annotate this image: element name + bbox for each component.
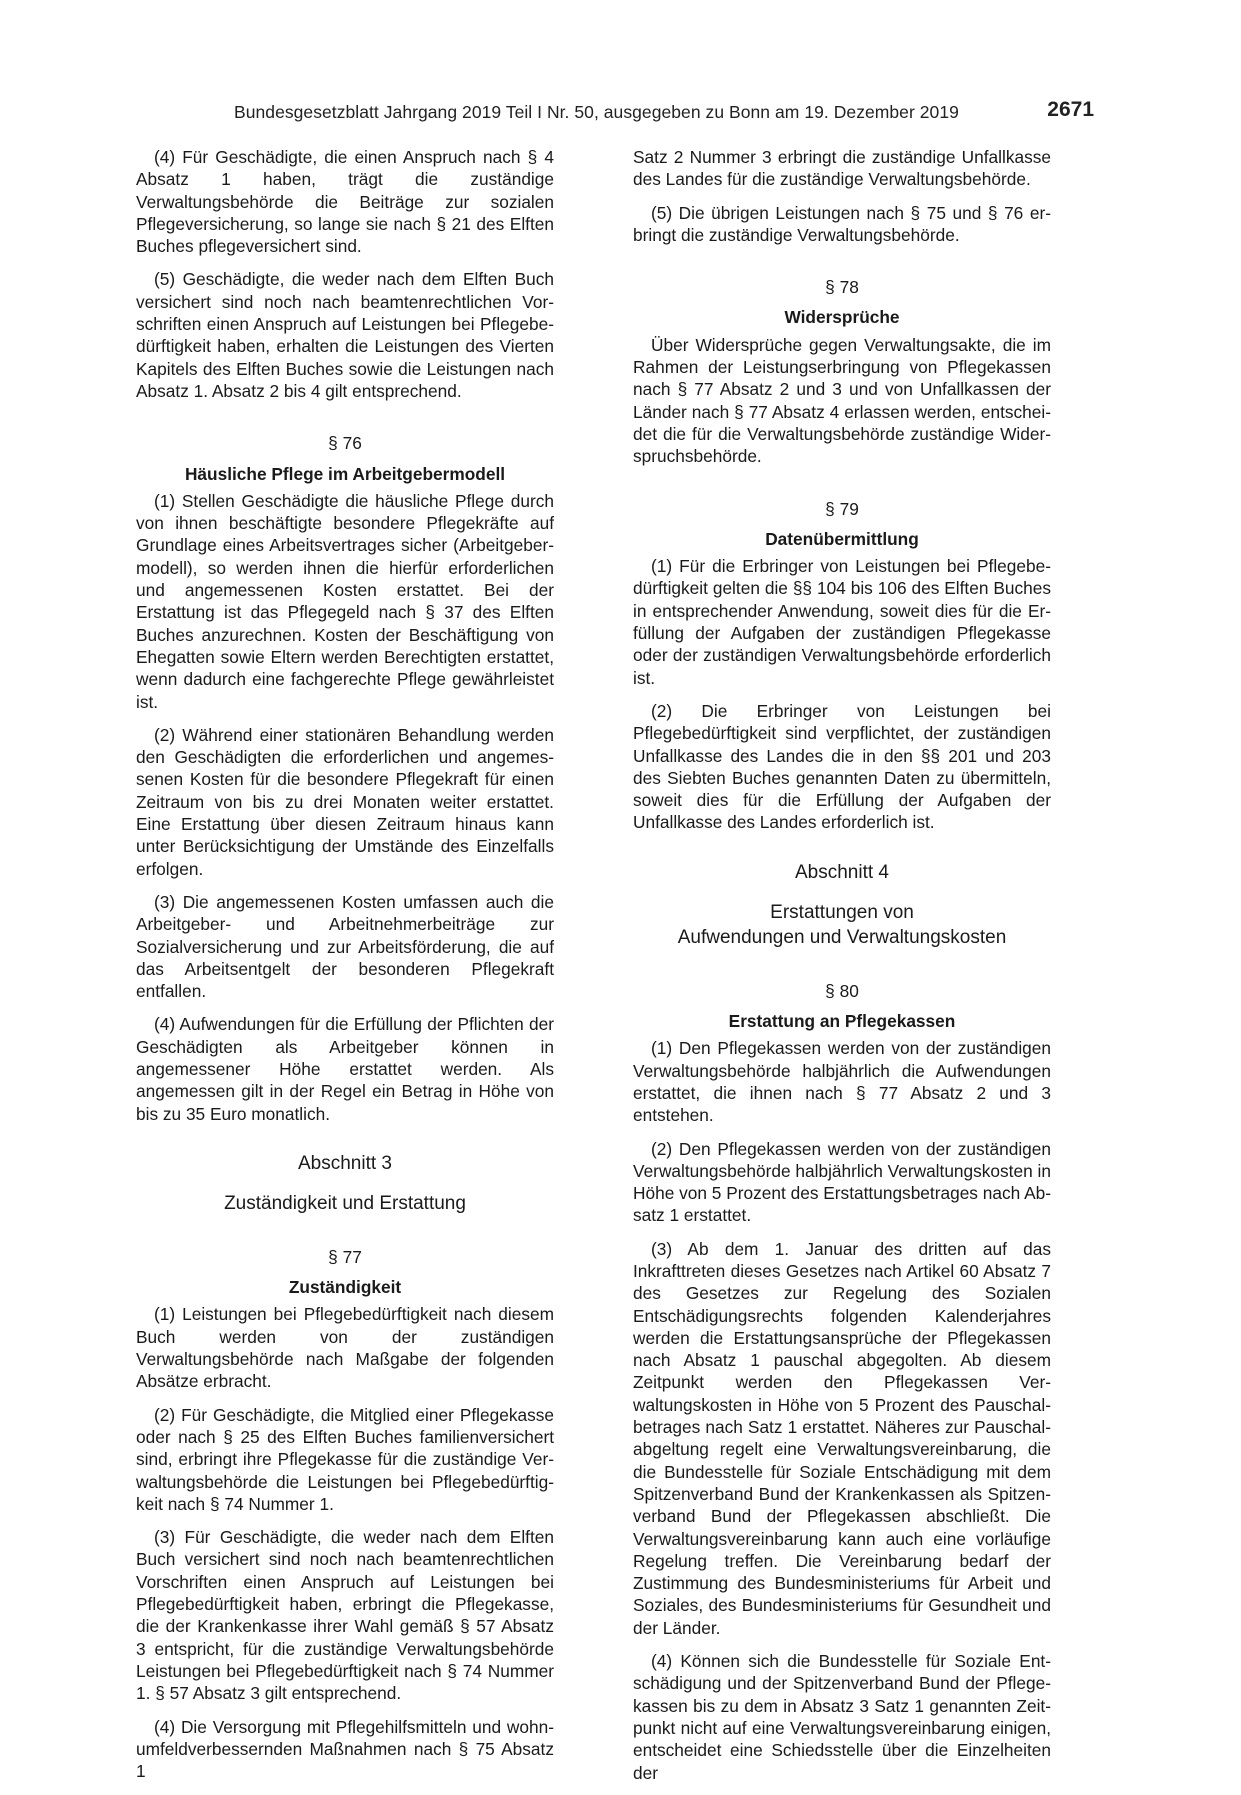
left-column — [136, 146, 554, 1793]
section-77-title: Zuständigkeit — [288, 1277, 402, 1298]
paragraph-75-5: (5) Geschädigte, die weder nach dem Elften Buch versichert sind noch nach beamtenrechtlichen Vorschriften einen Anspruch auf Leistungen bei Pflegebedürftigkeit haben, erhalten die Leistungen des Vierten Kapitels des Elften Buches sowie die Leistungen nach Absatz 1. Absatz 2 bis 4 gilt entsprechend. — [136, 269, 554, 401]
paragraph-76-1: (1) Stellen Geschädigte die häusliche Pflege durch von ihnen beschäftigte besondere Pflegekräfte auf Grundlage eines Arbeitsvertrages sicher (Arbeitgebermodell), so werden ihnen die hierfür erforderlichen und angemessenen Kosten erstattet. Bei der Erstattung ist das Pflegegeld nach § 37 des Elften Buches anzurechnen. Kosten der Beschäftigung von Ehegatten sowie Eltern werden Berechtigten erstattet, wenn dadurch eine fachgerechte Pflege gewährleistet ist. — [136, 490, 554, 712]
abschnitt-3-heading: Abschnitt 3 — [298, 1152, 392, 1174]
abschnitt-4-title-line-2: Aufwendungen und Verwaltungskosten — [677, 926, 1007, 948]
paragraph-77-3: (3) Für Geschädigte, die weder nach dem Elften Buch versichert sind noch nach beamtenrechtlichen Vorschriften einen Anspruch auf Leistungen bei Pflegebedürftigkeit haben, erbringt die Pflegekasse, die der Krankenkasse ihrer Wahl gemäß § 57 Absatz 3 entspricht, für die zuständige Verwaltungsbehörde Leistungen bei Pflegebedürftigkeit nach § 74 Nummer 1. § 57 Absatz 3 gilt entsprechend. — [136, 1527, 554, 1704]
page-header — [234, 98, 1094, 126]
paragraph-77-5: (5) Die übrigen Leistungen nach § 75 und § 76 erbringt die zuständige Verwaltungsbehörde. — [633, 202, 1051, 245]
paragraph-80-2: (2) Den Pflegekassen werden von der zuständigen Verwaltungsbehörde halbjährlich Verwaltungskosten in Höhe von 5 Prozent des Erstattungsbetrages nach Absatz 1 erstattet. — [633, 1138, 1051, 1226]
paragraph-76-4: (4) Aufwendungen für die Erfüllung der Pflichten der Geschädigten als Arbeitgeber können in angemessener Höhe erstattet werden. Als angemessen gilt in der Regel ein Betrag in Höhe von bis zu 35 Euro monatlich. — [136, 1014, 554, 1124]
paragraph-80-3: (3) Ab dem 1. Januar des dritten auf das Inkrafttreten dieses Gesetzes nach Artikel 60 Absatz 7 des Gesetzes zur Regelung des Sozialen Entschädigungsrechts folgenden Kalenderjahres werden die Erstattungsansprüche der Pflegekassen nach Absatz 1 pauschal abgegolten. Ab diesem Zeitpunkt werden den Pflegekassen Verwaltungskosten in Höhe von 5 Prozent des Pauschalbetrages nach Satz 1 erstattet. Näheres zur Pauschalabgeltung regelt eine Verwaltungsvereinbarung, die die Bundesstelle für Soziale Entschädigung mit dem Spitzenverband Bund der Krankenkassen als Spitzenverband Bund der Pflegekassen abschließt. Die Verwaltungsvereinbarung kann auch eine vorläufige Regelung treffen. Die Vereinbarung bedarf der Zustimmung des Bundesministeriums für Arbeit und Soziales, des Bundesministeriums für Gesundheit und der Länder. — [633, 1238, 1051, 1638]
section-78-title: Widersprüche — [784, 307, 900, 328]
right-column — [633, 146, 1051, 1795]
abschnitt-4-heading: Abschnitt 4 — [795, 861, 889, 883]
section-76-title: Häusliche Pflege im Arbeitgebermodell — [184, 463, 506, 484]
paragraph-80-1: (1) Den Pflegekassen werden von der zuständigen Verwaltungsbehörde halbjährlich die Aufwendungen erstattet, die ihnen nach § 77 Absatz 2 und 3 entstehen. — [633, 1038, 1051, 1126]
paragraph-78: Über Widersprüche gegen Verwaltungsakte, die im Rahmen der Leistungserbringung von Pflegekassen nach § 77 Absatz 2 und 3 und von Unfallkassen der Länder nach § 77 Absatz 4 erlassen werden, entscheidet die für die Verwaltungsbehörde zuständige Widerspruchsbehörde. — [633, 334, 1051, 467]
paragraph-77-4: (4) Die Versorgung mit Pflegehilfsmitteln und wohnumfeldverbessernden Maßnahmen nach § 75 Absatz 1 — [136, 1716, 554, 1782]
paragraph-80-4: (4) Können sich die Bundesstelle für Soziale Entschädigung und der Spitzenverband Bund der Pflegekassen bis zu dem in Absatz 3 Satz 1 genannten Zeitpunkt nicht auf eine Verwaltungsvereinbarung einigen, entscheidet eine Schiedsstelle über die Einzelheiten der — [633, 1651, 1051, 1783]
page-number: 2671 — [1047, 98, 1094, 121]
running-title: Bundesgesetzblatt Jahrgang 2019 Teil I Nr. 50, ausgegeben zu Bonn am 19. Dezember 2019 — [234, 102, 959, 122]
section-79-title: Datenübermittlung — [765, 528, 919, 549]
paragraph-76-2: (2) Während einer stationären Behandlung werden den Geschädigten die erforderlichen und angemessenen Kosten für die besondere Pflegekraft für einen Zeitraum von bis zu drei Monaten weiter erstattet. Eine Erstattung über diesen Zeitraum hinaus kann unter Berücksichtigung der Umstände des Einzelfalls erfolgen. — [136, 724, 554, 879]
section-77-number: § 77 — [328, 1246, 362, 1267]
paragraph-77-2: (2) Für Geschädigte, die Mitglied einer Pflegekasse oder nach § 25 des Elften Buches familienversichert sind, erbringt ihre Pflegekasse für die zuständige Verwaltungsbehörde die Leistungen bei Pflegebedürftigkeit nach § 74 Nummer 1. — [136, 1404, 554, 1514]
paragraph-76-3: (3) Die angemessenen Kosten umfassen auch die Arbeitgeber- und Arbeitnehmerbeiträge zur Sozialversicherung und zur Arbeitsförderung, die auf das Arbeitsentgelt der besonderen Pflegekraft entfallen. — [136, 891, 554, 1002]
paragraph-79-1: (1) Für die Erbringer von Leistungen bei Pflegebedürftigkeit gelten die §§ 104 bis 106 des Elften Buches in entsprechender Anwendung, soweit dies für die Erfüllung der Aufgaben der zuständigen Pflegekasse oder der zuständigen Verwaltungsbehörde erforderlich ist. — [633, 556, 1051, 688]
abschnitt-4-title-line-1: Erstattungen von — [770, 901, 914, 923]
paragraph-77-1: (1) Leistungen bei Pflegebedürftigkeit nach diesem Buch werden von der zuständigen Verwaltungsbehörde nach Maßgabe der folgenden Absätze erbracht. — [136, 1304, 554, 1392]
abschnitt-3-title: Zuständigkeit und Erstattung — [224, 1192, 466, 1214]
paragraph-79-2: (2) Die Erbringer von Leistungen bei Pflegebedürftigkeit sind verpflichtet, der zuständigen Unfallkasse des Landes die in den §§ 201 und 203 des Siebten Buches genannten Daten zu übermitteln, soweit dies für die Erfüllung der Aufgaben der Unfallkasse des Landes erforderlich ist. — [633, 700, 1051, 833]
section-78-number: § 78 — [825, 277, 859, 298]
section-80-number: § 80 — [825, 980, 859, 1001]
paragraph-77-4-continued: Satz 2 Nummer 3 erbringt die zuständige Unfallkasse des Landes für die zuständige Verwaltungsbehörde. — [633, 147, 1051, 190]
paragraph-75-4: (4) Für Geschädigte, die einen Anspruch nach § 4 Absatz 1 haben, trägt die zuständige Verwaltungsbehörde die Beiträge zur sozialen Pflegeversicherung, so lange sie nach § 21 des Elften Buches pflegeversichert sind. — [136, 147, 554, 257]
section-76-number: § 76 — [328, 433, 362, 454]
section-80-title: Erstattung an Pflegekassen — [728, 1011, 956, 1032]
section-79-number: § 79 — [825, 498, 859, 519]
